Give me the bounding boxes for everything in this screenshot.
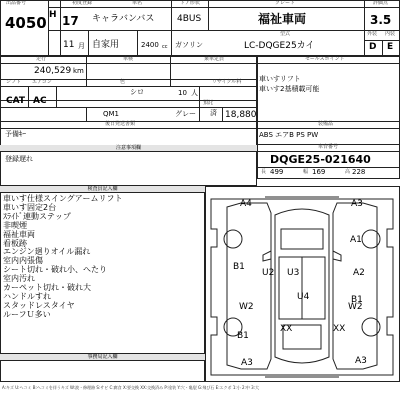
- remark-item: シート切れ・破れ小、へたり: [3, 265, 107, 275]
- damage-mark: A3: [355, 356, 367, 366]
- seats-unit: 人: [191, 89, 198, 97]
- damage-mark: W2: [348, 302, 363, 312]
- color-label: 色: [120, 79, 126, 85]
- damage-mark: XX: [280, 324, 293, 334]
- remark-item: 車いす固定2台: [3, 202, 57, 212]
- inspection-label: 車検: [123, 56, 134, 62]
- score: 3.5: [370, 13, 392, 27]
- body-type: 4BUS: [177, 14, 202, 24]
- damage-mark: A3: [351, 199, 363, 209]
- car-damage-diagram: [205, 189, 399, 382]
- exterior-label: 外装: [367, 31, 378, 37]
- door-label: ドア形状: [180, 0, 200, 6]
- damage-mark: U4: [297, 292, 310, 302]
- exterior-grade: D: [369, 42, 377, 52]
- width-label: 幅: [303, 169, 309, 175]
- key-note: 予備ｷｰ: [5, 130, 26, 138]
- displacement: 2400: [141, 41, 159, 49]
- sales-point-1: 車いすリフト: [259, 75, 301, 83]
- interior-grade: E: [387, 42, 394, 52]
- grade: 福祉車両: [258, 12, 307, 26]
- remark-item: ｽﾗｲﾄﾞ連動ステップ: [3, 211, 71, 221]
- height-label: 高: [345, 169, 351, 175]
- height: 228: [352, 168, 366, 176]
- seal-mark: 済: [210, 109, 217, 117]
- damage-mark: A2: [353, 268, 365, 278]
- lot-label: 出品番号: [6, 0, 27, 6]
- recycle-fee: 18,880: [225, 110, 257, 120]
- fuel: ガソリン: [175, 41, 203, 49]
- remark-item: カーペット切れ・破れ大: [3, 283, 91, 292]
- remark-item: エンジン廻りオイル漏れ: [3, 247, 91, 257]
- remark-item: 福祉車両: [3, 229, 35, 239]
- equipment: ABS エアB PS PW: [259, 131, 319, 139]
- reg-month: 11: [63, 40, 75, 50]
- usage: 自家用: [92, 40, 120, 50]
- length-label: 長: [261, 169, 267, 175]
- ac: AC: [33, 96, 47, 106]
- damage-mark: B1: [237, 331, 249, 341]
- regyear-label: 初度登録: [72, 0, 93, 6]
- remark-item: 車いす仕様スイングアームリフト: [3, 194, 123, 203]
- damage-mark: B1: [233, 262, 245, 272]
- lot-number: 4050: [5, 14, 47, 32]
- mileage: 240,529: [34, 66, 72, 76]
- seal-label: 預託: [203, 100, 214, 106]
- notes-text: 登録遅れ: [5, 155, 33, 163]
- seats: 10: [178, 89, 187, 97]
- remark-item: 非喫煙: [3, 220, 27, 230]
- documents-label: 後日発送書類: [105, 121, 136, 127]
- shift: CAT: [6, 96, 26, 106]
- remark-item: スタッドレスタイヤ: [3, 300, 75, 310]
- month-unit: 月: [78, 42, 85, 50]
- score-label: 評価点: [373, 0, 389, 6]
- damage-mark: A4: [240, 199, 252, 209]
- exhibitor-caption: 事務局記入欄: [0, 354, 205, 361]
- color: シロ: [130, 88, 144, 96]
- reg-year: 17: [62, 14, 79, 28]
- shift-label: シフト: [6, 79, 22, 85]
- remark-item: ルーフＵ多い: [3, 309, 51, 319]
- sales-point-2: 車いす2基積載可能: [259, 85, 320, 93]
- interior-label: 内装: [385, 31, 396, 37]
- car-name: キャラバンバス: [92, 14, 155, 24]
- ac-label: エアコン: [32, 79, 52, 85]
- model-label: 型式: [280, 31, 291, 37]
- damage-mark: U3: [287, 268, 300, 278]
- damage-mark: A3: [241, 358, 253, 368]
- recycle-label: リサイクル料: [212, 79, 242, 85]
- remark-item: 看板跡: [3, 238, 27, 248]
- width: 169: [312, 168, 326, 176]
- model-code: LC-DQGE25カイ: [244, 41, 315, 51]
- car-name-label: 車名: [132, 0, 143, 6]
- grade-label: グレード: [275, 0, 296, 6]
- capacity-label: 乗車定員: [204, 56, 225, 62]
- tradein: QM1: [103, 110, 120, 118]
- cc-unit: cc: [162, 44, 168, 50]
- mileage-unit: km: [73, 67, 84, 75]
- length: 499: [270, 168, 284, 176]
- era-letter: H: [49, 10, 57, 20]
- damage-mark: W2: [239, 302, 254, 312]
- damage-mark: A1: [350, 235, 362, 245]
- remark-item: ハンドルすれ: [3, 291, 51, 301]
- remark-item: 室内内張傷: [3, 256, 43, 266]
- legend-text: A:キズ U:ヘコミ B:ヘコミを伴うキズ W:波・修理跡 S:サビ C:腐食 X:要交換 XX:交換済み P:塗装 Y:穴・亀裂 G:飛び石 E:エクボ 1:小 2:中 3:大: [2, 385, 260, 390]
- mileage-label: 走行: [36, 56, 47, 62]
- sales-point-label: セールスポイント: [305, 56, 345, 62]
- interior-color: グレー: [175, 110, 196, 118]
- damage-mark: B1: [351, 295, 363, 305]
- equipment-label: 装備品: [318, 121, 334, 127]
- chassis-number: DQGE25-021640: [270, 153, 371, 166]
- damage-mark: XX: [333, 324, 346, 334]
- inspection-caption: 検査員記入欄: [0, 186, 205, 193]
- damage-mark: U2: [262, 268, 275, 278]
- notes-caption: 注意事項欄: [0, 145, 257, 152]
- chassis-label: 車台番号: [318, 144, 339, 150]
- remark-item: 室内汚れ: [3, 274, 35, 284]
